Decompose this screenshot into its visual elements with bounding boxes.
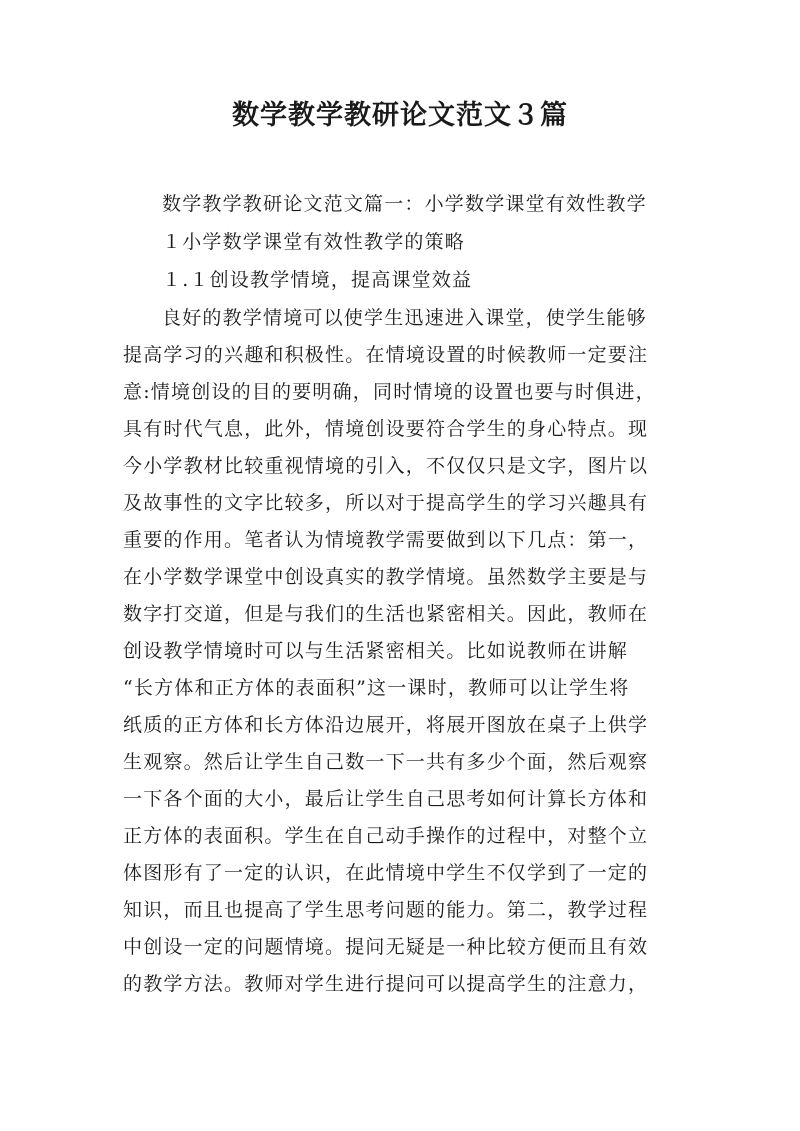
paragraph-line: 良好的教学情境可以使学生迅速进入课堂，使学生能够 <box>162 307 647 329</box>
paragraph-line: 提高学习的兴趣和积极性。在情境设置的时候教师一定要注 <box>123 344 649 366</box>
paragraph-line: “长方体和正方体的表面积”这一课时，教师可以让学生将 <box>123 677 630 699</box>
paragraph-line: 纸质的正方体和长方体沿边展开，将展开图放在桌子上供学 <box>123 714 649 736</box>
paragraph-line: 意:情境创设的目的要明确，同时情境的设置也要与时俱进， <box>123 381 656 403</box>
paragraph-line: 在小学数学课堂中创设真实的教学情境。虽然数学主要是与 <box>123 566 649 588</box>
document-title: 数学教学教研论文范文３篇 <box>232 100 568 131</box>
paragraph-line: 重要的作用。笔者认为情境教学需要做到以下几点：第一， <box>123 529 649 551</box>
paragraph-line: 创设教学情境时可以与生活紧密相关。比如说教师在讲解 <box>123 640 629 662</box>
paragraph-line: 今小学教材比较重视情境的引入，不仅仅只是文字，图片以 <box>123 455 649 477</box>
section-heading: １小学数学课堂有效性教学的策略 <box>162 231 466 253</box>
paragraph-line: 的教学方法。教师对学生进行提问可以提高学生的注意力， <box>123 973 649 995</box>
paragraph-line: 一下各个面的大小，最后让学生自己思考如何计算长方体和 <box>123 788 649 810</box>
paragraph-line: 体图形有了一定的认识，在此情境中学生不仅学到了一定的 <box>123 862 649 884</box>
body-line: 数学教学教研论文范文篇一：小学数学课堂有效性教学 <box>162 193 647 215</box>
paragraph-line: 具有时代气息，此外，情境创设要符合学生的身心特点。现 <box>123 418 649 440</box>
paragraph-line: 及故事性的文字比较多，所以对于提高学生的学习兴趣具有 <box>123 492 649 514</box>
paragraph-line: 正方体的表面积。学生在自己动手操作的过程中，对整个立 <box>123 825 649 847</box>
subsection-heading: １.１创设教学情境，提高课堂效益 <box>162 269 473 291</box>
paragraph-line: 知识，而且也提高了学生思考问题的能力。第二，教学过程 <box>123 899 649 921</box>
paragraph-line: 生观察。然后让学生自己数一下一共有多少个面，然后观察 <box>123 751 649 773</box>
paragraph-line: 中创设一定的问题情境。提问无疑是一种比较方便而且有效 <box>123 936 649 958</box>
paragraph-line: 数字打交道，但是与我们的生活也紧密相关。因此，教师在 <box>123 603 649 625</box>
